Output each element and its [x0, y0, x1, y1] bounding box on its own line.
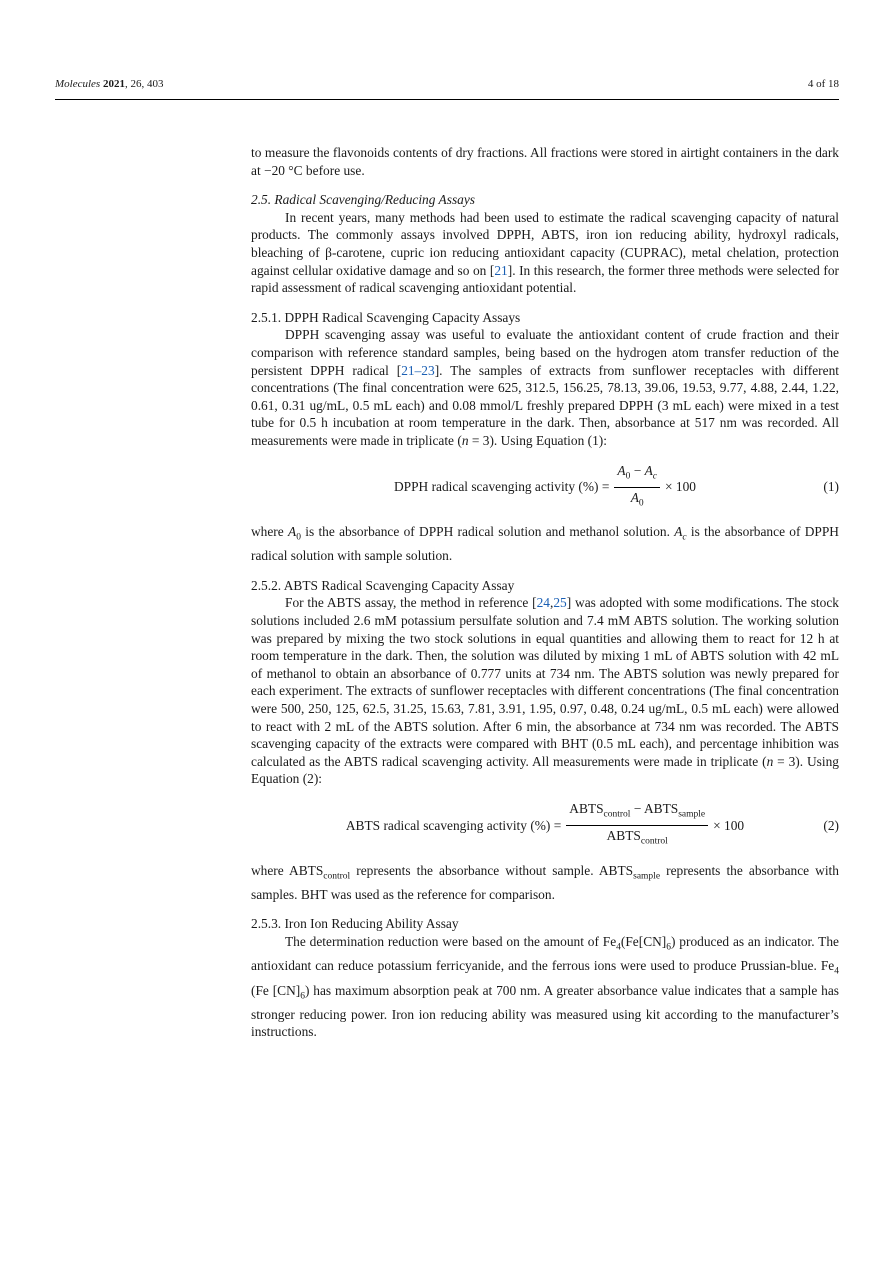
equation-number: (1): [823, 479, 839, 495]
text-run: ]. The samples of extracts from sunflower receptacles with different concentrations (The final concentration were 625, 312.5, 156.25, 78.13, 39.06, 19.53, 9.77, 4.88, 2.44, 1.22, 0.61, 0.31 ug/mL, 0.5 mL each) and 0.08 mmol/L freshly prepared DPPH (3 mL each) were mixed in a test tube for 0.5 h incubation at room temperature in the dark. Then, absorbance at 517 nm was recorded. All measurements were made in triplicate (: [251, 362, 839, 448]
subscript: 4: [616, 942, 621, 953]
text-run: ,: [550, 595, 554, 611]
paragraph-2-5: [251, 209, 839, 297]
section-heading-2-5: 2.5. Radical Scavenging/Reducing Assays: [251, 192, 475, 208]
text-run: is the absorbance of DPPH radical solution and methanol solution.: [300, 524, 675, 540]
subscript: sample: [633, 871, 661, 882]
equation-2-explanation: [251, 862, 839, 904]
math-term: ABTS: [606, 828, 641, 844]
subscript: sample: [678, 809, 706, 820]
journal-year: 2021: [102, 78, 125, 90]
equation-number: (2): [823, 817, 839, 833]
math-variable: n: [461, 432, 469, 448]
text-run: (Fe[CN]: [620, 934, 667, 949]
text-run: In recent years, many methods had been used to estimate the radical scavenging capacity of natural products. The commonly assays involved DPPH, ABTS, iron ion reducing ability, hydroxyl radicals, bleaching of β-carotene, cupric ion reducing antioxidant capacity (CUPRAC), metal chelation, protection against cellular oxidative damage and so on [: [251, 209, 839, 278]
page-number: 4 of 18: [807, 78, 839, 90]
intro-paragraph: to measure the flavonoids contents of dry fractions. All fractions were stored in airtight containers in the dark at −20 °C before use.: [251, 145, 839, 178]
fraction-denominator: [604, 826, 671, 851]
math-term: ABTS: [569, 801, 604, 817]
text-run: DPPH scavenging assay was useful to evaluate the antioxidant content of crude fraction and their comparison with reference standard samples, being based on the hydrogen atom transfer reduction of the persistent DPPH radical [: [251, 327, 839, 378]
text-run: The determination reduction were based on the amount of Fe: [285, 934, 617, 949]
subscript: c: [682, 532, 687, 543]
text-run: = 3). Using Equation (2):: [251, 753, 839, 787]
subscript: 0: [625, 471, 631, 482]
equation-multiplier: × 100: [665, 479, 696, 495]
section-heading-2-5-3: 2.5.3. Iron Ion Reducing Ability Assay: [251, 916, 459, 932]
equation-lhs: DPPH radical scavenging activity (%) =: [393, 479, 610, 495]
equation-1: [251, 462, 839, 514]
math-variable: A: [644, 462, 653, 478]
fraction-numerator: [614, 462, 660, 488]
equation-2: [251, 800, 839, 852]
minus-sign: −: [630, 462, 645, 478]
subscript: control: [323, 871, 351, 882]
text-run: where: [251, 524, 288, 540]
text-run: represents the absorbance with samples. BHT was used as the reference for comparison.: [251, 862, 839, 902]
equation-multiplier: × 100: [713, 817, 745, 833]
equation-fraction: [566, 800, 708, 852]
math-variable: A: [288, 524, 297, 540]
journal-volume: , 26, 403: [124, 78, 164, 90]
header-rule: [55, 99, 839, 100]
subscript: 0: [638, 498, 644, 509]
minus-sign: −: [630, 801, 644, 817]
text-run: (Fe [CN]: [251, 982, 301, 998]
text-run: ) produced as an indicator. The antioxidant can reduce potassium ferricyanide, and the ferrous ions were used to produce Prussian-blue. Fe: [251, 934, 839, 974]
page-header: [55, 78, 839, 94]
paragraph-2-5-3: [251, 933, 839, 1041]
journal-name: Molecules: [55, 78, 101, 90]
text-run: ) has maximum absorption peak at 700 nm. A greater absorbance value indicates that a sample has stronger reducing power. Iron ion reducing ability was measured using kit according to the manufacturer’s instructions.: [251, 982, 839, 1040]
equation-1-explanation: [251, 523, 839, 565]
text-run: where ABTS: [251, 862, 324, 878]
section-heading-2-5-1: 2.5.1. DPPH Radical Scavenging Capacity Assays: [251, 309, 521, 325]
text-run: represents the absorbance without sample. ABTS: [350, 862, 634, 878]
subscript: c: [652, 471, 657, 482]
math-variable: A: [674, 524, 683, 540]
journal-citation: [55, 78, 163, 90]
paragraph-2-5-2: [251, 594, 839, 788]
subscript: 4: [834, 966, 839, 977]
reference-link-21-23[interactable]: 21–23: [401, 362, 435, 378]
subscript: control: [603, 809, 631, 820]
equation-lhs: ABTS radical scavenging activity (%) =: [345, 817, 562, 833]
math-variable: A: [617, 462, 626, 478]
section-heading-2-5-2: 2.5.2. ABTS Radical Scavenging Capacity Assay: [251, 577, 515, 593]
math-term: ABTS: [643, 801, 679, 817]
subscript: 6: [300, 991, 305, 1002]
fraction-denominator: [628, 488, 647, 513]
text-run: For the ABTS assay, the method in reference [: [285, 595, 537, 611]
article-body: [251, 144, 839, 1041]
reference-link-25[interactable]: 25: [553, 595, 567, 611]
math-variable: n: [766, 753, 774, 769]
fraction-numerator: [566, 800, 708, 826]
math-variable: A: [630, 489, 639, 505]
text-run: ] was adopted with some modifications. The stock solutions included 2.6 mM potassium persulfate solution and 7.4 mM ABTS solution. The working solution was prepared by mixing the two stock solutions in equal quantities and allowing them to react for 12 h at room temperature in the dark. Then, the solution was diluted by mixing 1 mL of ABTS solution with 42 mL of methanol to obtain an absorbance of 0.777 units at 734 nm. The ABTS solution was newly prepared for each experiment. The extracts of sunflower receptacles with different concentrations (The final concentration were 500, 250, 125, 62.5, 31.25, 15.63, 7.81, 3.91, 1.95, 0.97, 0.48, 0.24 ug/mL, 0.5 mL each) were allowed to react with 2 mL of the ABTS solution. After 6 min, the absorbance at 734 nm was recorded. The ABTS scavenging capacity of the extracts were compared with BHT (0.5 mL each), and percentage inhibition was calculated as the ABTS radical scavenging activity. All measurements were made in triplicate (: [251, 595, 839, 769]
subscript: 0: [296, 532, 301, 543]
text-run: ]. In this research, the former three methods were selected for rapid assessment of radical scavenging antioxidant potential.: [251, 262, 839, 296]
reference-link-24[interactable]: 24: [536, 595, 550, 611]
text-run: = 3). Using Equation (1):: [468, 432, 607, 448]
subscript: 6: [666, 942, 672, 953]
subscript: control: [640, 836, 668, 847]
reference-link-21[interactable]: 21: [494, 262, 508, 278]
text-run: is the absorbance of DPPH radical solution with sample solution.: [251, 524, 839, 564]
equation-fraction: [614, 462, 660, 514]
paragraph-2-5-1: [251, 326, 839, 449]
